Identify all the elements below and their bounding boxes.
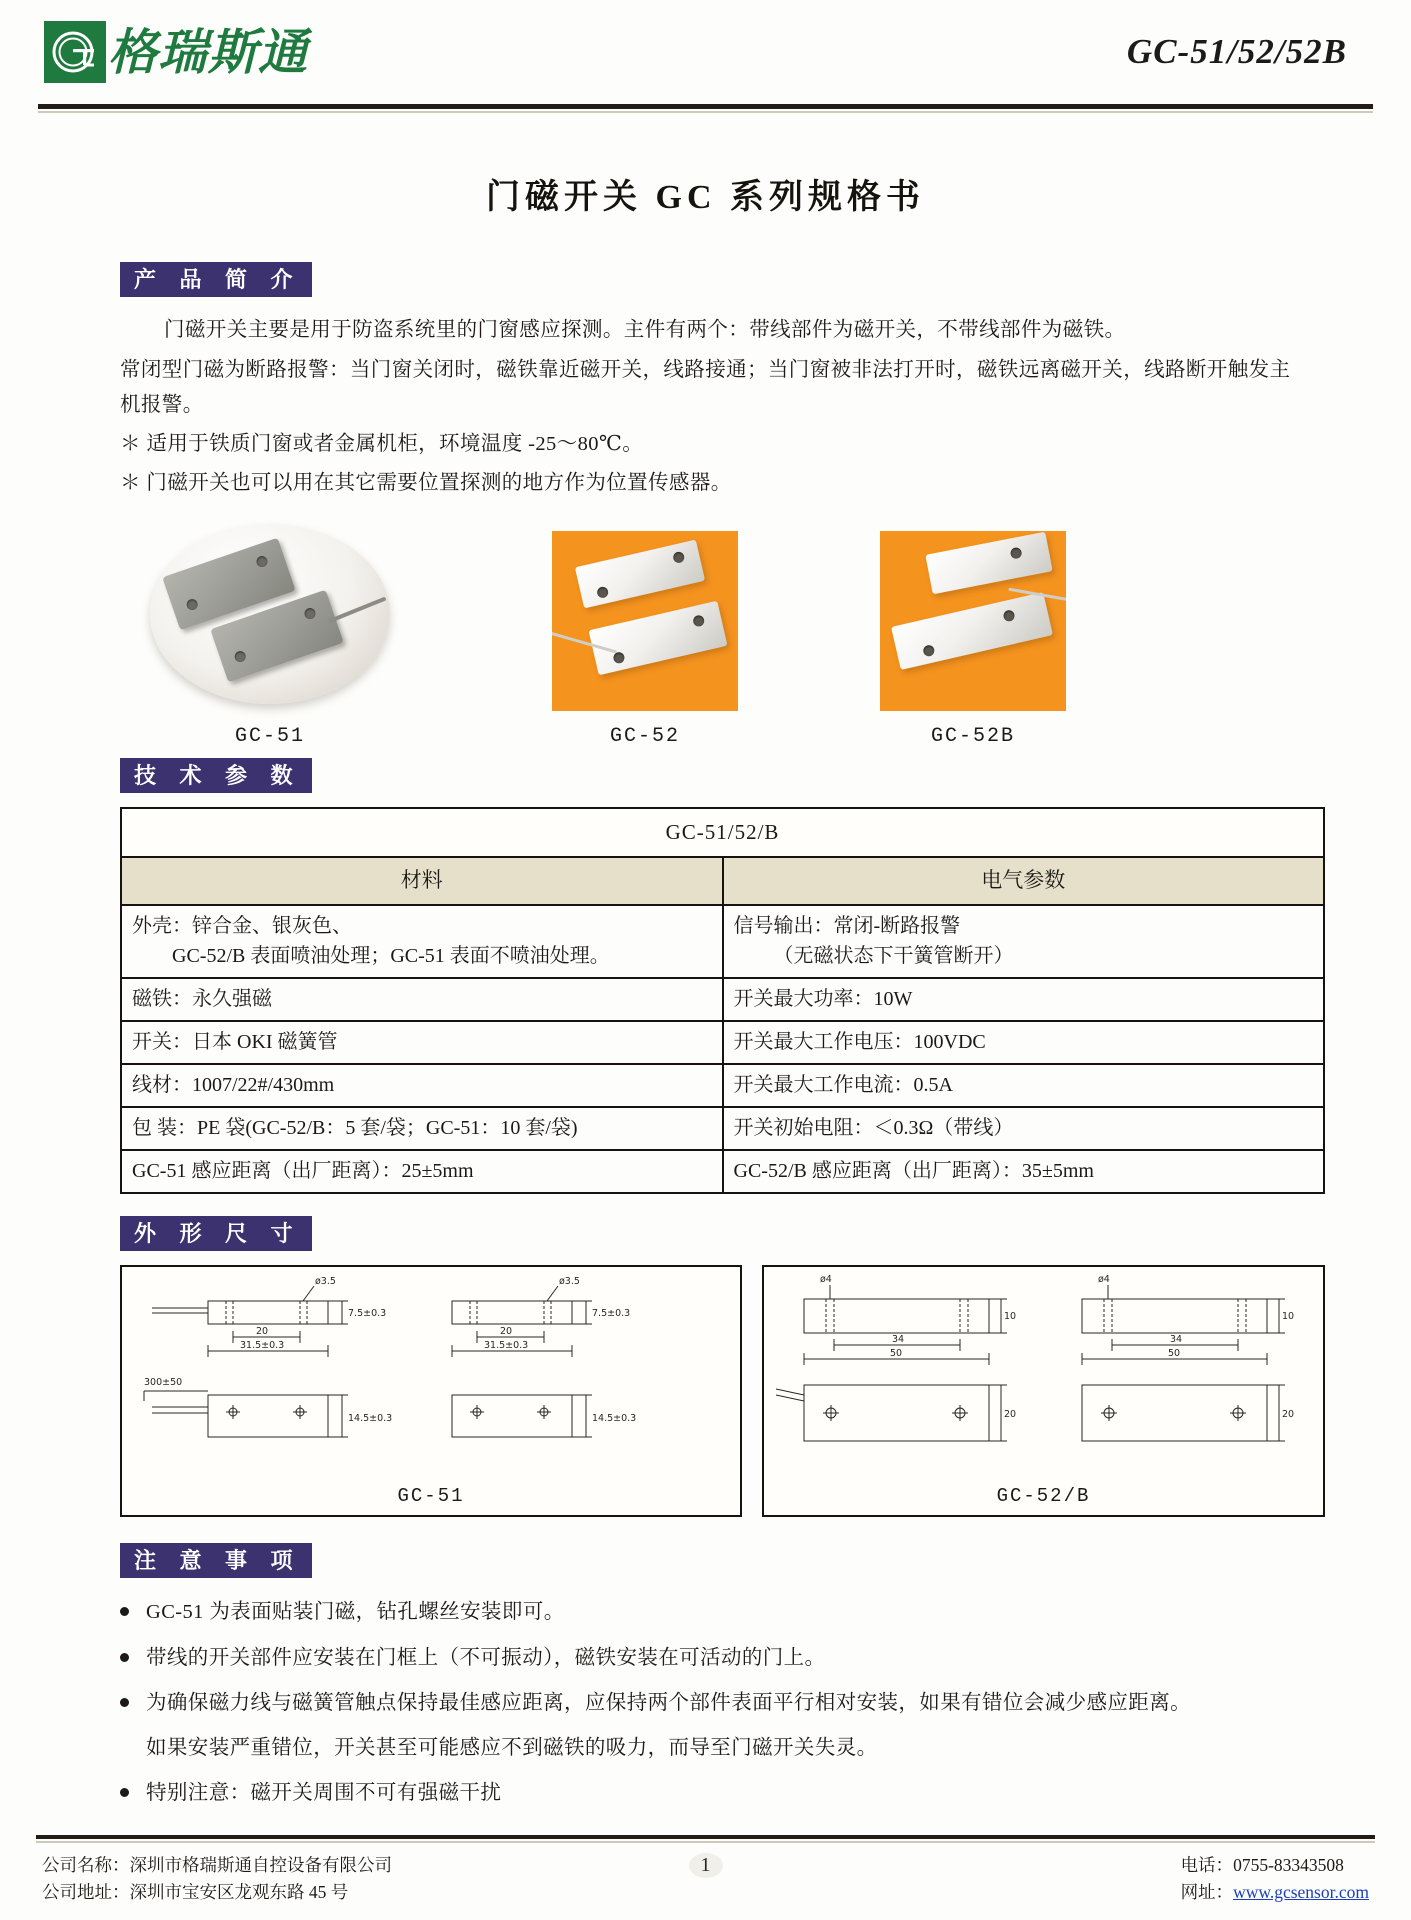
product-photo-gc52b: [880, 531, 1066, 711]
dim-t-b-r: 20: [1282, 1409, 1295, 1421]
footer-company-label: 公司名称：: [42, 1854, 130, 1875]
section-badge-dims: 外 形 尺 寸: [120, 1216, 312, 1251]
company-g-monogram-icon: [44, 21, 106, 83]
product-caption-gc52: GC-52: [609, 724, 680, 748]
product-photo-row: [120, 516, 1300, 748]
section-badge-intro: 产 品 简 介: [120, 262, 312, 297]
cell-electrical-5: 开关初始电阻：＜0.3Ω（带线）: [723, 1107, 1325, 1150]
list-item: [120, 1596, 1320, 1629]
bullet-dot-icon: [120, 1698, 129, 1707]
plan-hole: [537, 1405, 551, 1419]
cell-text-cont: （无磁状态下干簧管断开）: [773, 944, 1014, 967]
dim-dia-b-r: ø4: [1098, 1274, 1110, 1286]
footer-company-value: 深圳市格瑞斯通自控设备有限公司: [129, 1854, 392, 1875]
dim-w34-b: 34: [1170, 1334, 1183, 1346]
sensor-bar-lower: [891, 592, 1053, 670]
dim-t-b: 14.5±0.3: [592, 1413, 637, 1425]
note-text: 为确保磁力线与磁簧管触点保持最佳感应距离，应保持两个部件表面平行相对安装，如果有错位会减少感应距离。: [146, 1691, 1191, 1714]
header-divider-soft: [38, 111, 1373, 113]
intro-section: [120, 262, 1375, 297]
footer-divider: [36, 1835, 1375, 1839]
cell-material-4: 线材：1007/22#/430mm: [121, 1064, 723, 1107]
plan-hole: [226, 1405, 240, 1419]
footer-web-row: [1181, 1879, 1369, 1906]
screw-hole: [185, 597, 199, 611]
section-badge-notes: 注 意 事 项: [120, 1543, 312, 1578]
plan-hole: [470, 1405, 484, 1419]
table-row: [121, 1107, 1324, 1150]
company-logo-text: 格瑞斯通: [108, 24, 309, 80]
intro-paragraph-2: 常闭型门磁为断路报警：当门窗关闭时，磁铁靠近磁开关，线路接通；当门窗被非法打开时，磁铁远离磁开关，线路断开触发主机报警。: [120, 358, 1291, 416]
table-row-headers: [121, 857, 1324, 905]
note-text: GC-51 为表面贴装门磁，钻孔螺丝安装即可。: [146, 1601, 565, 1624]
footer-address-value: 深圳市宝安区龙观东路 45 号: [129, 1881, 349, 1902]
page-number-value: 1: [689, 1853, 723, 1878]
dim-t-a: 14.5±0.3: [348, 1413, 393, 1425]
dim-dia-a: ø3.5: [315, 1276, 336, 1288]
product-photo-gc51: [120, 516, 420, 711]
col-header-material: 材料: [121, 857, 723, 905]
table-row: [121, 905, 1324, 978]
footer-web-label: 网址：: [1180, 1881, 1234, 1902]
page-header: [36, 0, 1375, 104]
product-gc52: [552, 531, 738, 748]
cell-text: 外壳：锌合金、银灰色、: [132, 914, 352, 937]
screw-hole: [922, 644, 935, 657]
cell-material-5: 包 装：PE 袋(GC-52/B：5 套/袋；GC-51：10 套/袋): [121, 1107, 723, 1150]
dim-t-a-r: 20: [1004, 1409, 1017, 1421]
dim-h-a: 7.5±0.3: [348, 1308, 387, 1320]
table-row: [121, 1064, 1324, 1107]
list-item: [120, 1777, 1320, 1810]
dim-h10-b: 10: [1282, 1311, 1295, 1323]
bullet-dot-icon: [120, 1788, 129, 1797]
page-number: [36, 1853, 1375, 1878]
dimension-box-gc52b: [762, 1265, 1325, 1517]
dimension-caption-gc52b: GC-52/B: [996, 1485, 1091, 1508]
dimension-caption-gc51: GC-51: [397, 1485, 465, 1508]
list-item: [120, 1642, 1320, 1675]
dim-w20-b: 20: [500, 1326, 513, 1338]
dim-h-b: 7.5±0.3: [592, 1308, 631, 1320]
header-divider: [38, 104, 1373, 109]
table-row: [121, 978, 1324, 1021]
spec-table-wrap: [120, 807, 1325, 1194]
screw-hole: [596, 585, 609, 598]
dim-w34-a: 34: [892, 1334, 905, 1346]
intro-paragraph-1: 门磁开关主要是用于防盗系统里的门窗感应探测。主件有两个：带线部件为磁开关，不带线部件为磁铁。: [164, 319, 1126, 342]
dim-dia-b: ø3.5: [559, 1276, 580, 1288]
screw-hole: [255, 554, 269, 568]
page-footer: [0, 1835, 1411, 1920]
plan-hole: [1230, 1405, 1246, 1421]
product-gc51: [120, 516, 420, 748]
section-badge-specs: 技 术 参 数: [120, 758, 312, 793]
screw-hole: [1010, 546, 1023, 559]
cell-electrical-3: 开关最大工作电压：100VDC: [723, 1021, 1325, 1064]
cell-material-6: GC-51 感应距离（出厂距离）：25±5mm: [121, 1150, 723, 1193]
list-item: [120, 1687, 1320, 1720]
cell-material-1: [121, 905, 723, 978]
intro-star-2: ＊ 门磁开关也可以用在其它需要位置探测的地方作为位置传感器。: [120, 472, 732, 495]
cell-electrical-6: GC-52/B 感应距离（出厂距离）：35±5mm: [723, 1150, 1325, 1193]
bullet-dot-icon: [120, 1607, 129, 1616]
product-caption-gc52b: GC-52B: [930, 724, 1015, 748]
cell-electrical-2: 开关最大功率：10W: [723, 978, 1325, 1021]
product-photo-gc52: [552, 531, 738, 711]
cell-material-2: 磁铁：永久强磁: [121, 978, 723, 1021]
model-code: GC-51/52/52B: [1126, 32, 1347, 71]
table-row-title: [121, 808, 1324, 858]
footer-phone-value: 0755-83343508: [1233, 1854, 1344, 1875]
intro-star-1: ＊ 适用于铁质门窗或者金属机柜，环境温度 -25～80℃。: [120, 433, 644, 456]
dim-w50-a: 50: [890, 1348, 903, 1360]
table-row: [121, 1150, 1324, 1193]
dim-dia-a-r: ø4: [820, 1274, 832, 1286]
page-title: 门磁开关 GC 系列规格书: [486, 179, 925, 216]
screw-hole: [233, 649, 247, 663]
plan-hole: [293, 1405, 307, 1419]
notes-section: [120, 1543, 1375, 1578]
dim-h10-a: 10: [1004, 1311, 1017, 1323]
specs-section: [120, 758, 1375, 793]
note-text-continuation: 如果安装严重错位，开关甚至可能感应不到磁铁的吸力，而导至门磁开关失灵。: [146, 1737, 878, 1760]
dim-w31-a: 31.5±0.3: [240, 1340, 285, 1352]
sensor-bar-upper: [575, 539, 705, 608]
cell-electrical-4: 开关最大工作电流：0.5A: [723, 1064, 1325, 1107]
plan-hole: [823, 1405, 839, 1421]
screw-hole: [303, 606, 317, 620]
spec-table: [120, 807, 1325, 1194]
screw-hole: [1002, 609, 1015, 622]
screw-hole: [672, 550, 685, 563]
note-text: 带线的开关部件应安装在门框上（不可振动），磁铁安装在可活动的门上。: [146, 1646, 826, 1669]
plan-hole: [1101, 1405, 1117, 1421]
dim-w50-b: 50: [1168, 1348, 1181, 1360]
footer-address-row: [42, 1879, 392, 1906]
dimension-drawings: [120, 1265, 1325, 1517]
screw-hole: [692, 614, 705, 627]
spec-table-title: GC-51/52/B: [121, 808, 1324, 858]
cell-material-3: 开关：日本 OKI 磁簧管: [121, 1021, 723, 1064]
intro-text: [120, 313, 1310, 501]
col-header-electrical: 电气参数: [723, 857, 1325, 905]
company-logo: [44, 21, 308, 83]
plan-hole: [952, 1405, 968, 1421]
product-gc52b: [880, 531, 1066, 748]
cell-text-cont: GC-52/B 表面喷油处理；GC-51 表面不喷油处理。: [172, 944, 610, 967]
bullet-dot-icon: [120, 1653, 129, 1662]
dim-w20-a: 20: [256, 1326, 269, 1338]
product-caption-gc51: GC-51: [234, 724, 305, 748]
notes-list: [120, 1596, 1320, 1810]
dim-wire-length: 300±50: [144, 1377, 183, 1389]
dims-section: [120, 1216, 1375, 1251]
cell-text: 信号输出：常闭-断路报警: [733, 914, 961, 937]
sensor-bar-upper: [925, 531, 1052, 594]
footer-phone-label: 电话：: [1180, 1854, 1234, 1875]
dimension-box-gc51: [120, 1265, 742, 1517]
table-row: [121, 1021, 1324, 1064]
footer-web-link[interactable]: www.gcsensor.com: [1233, 1881, 1369, 1902]
dim-w31-b: 31.5±0.3: [484, 1340, 529, 1352]
sensor-bar-lower: [589, 600, 728, 675]
note-text: 特别注意：磁开关周围不可有强磁干扰: [146, 1782, 502, 1805]
cell-electrical-1: [723, 905, 1325, 978]
footer-address-label: 公司地址：: [42, 1881, 130, 1902]
